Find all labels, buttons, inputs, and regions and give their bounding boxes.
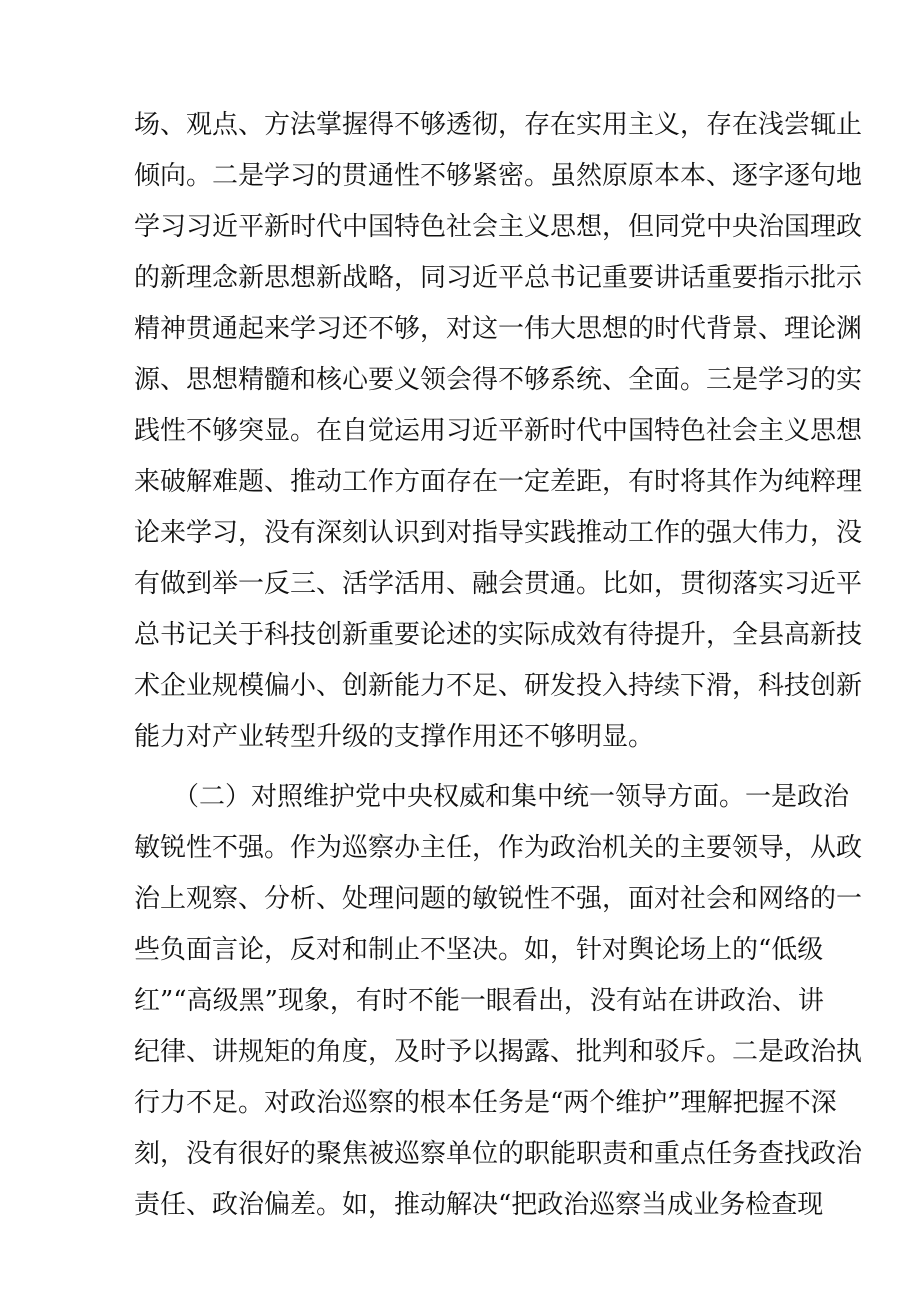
paragraph-spacing bbox=[134, 763, 784, 772]
text-line: 责任、政治偏差。如，推动解决“把政治巡察当成业务检查现 bbox=[134, 1190, 824, 1220]
paragraph-central-authority bbox=[134, 772, 863, 1231]
text-line: 纪律、讲规矩的角度，及时予以揭露、批判和驳斥。二是政治执 bbox=[134, 1037, 863, 1067]
text-line: 些负面言论，反对和制止不坚决。如，针对舆论场上的“低级 bbox=[134, 935, 824, 965]
text-line: 倾向。二是学习的贯通性不够紧密。虽然原原本本、逐字逐句地 bbox=[134, 161, 863, 191]
text-line: 行力不足。对政治巡察的根本任务是“两个维护”理解把握不深 bbox=[134, 1088, 837, 1118]
text-line: 源、思想精髓和核心要义领会得不够系统、全面。三是学习的实 bbox=[134, 365, 863, 395]
text-line: 敏锐性不强。作为巡察办主任，作为政治机关的主要领导，从政 bbox=[134, 833, 863, 863]
text-line: 学习习近平新时代中国特色社会主义思想，但同党中央治国理政 bbox=[134, 212, 863, 242]
text-line: 总书记关于科技创新重要论述的实际成效有待提升，全县高新技 bbox=[134, 620, 863, 650]
text-line: 来破解难题、推动工作方面存在一定差距，有时将其作为纯粹理 bbox=[134, 467, 863, 497]
text-line: 术企业规模偏小、创新能力不足、研发投入持续下滑，科技创新 bbox=[134, 671, 863, 701]
text-line: 刻，没有很好的聚焦被巡察单位的职能职责和重点任务查找政治 bbox=[134, 1139, 863, 1169]
document-body bbox=[134, 100, 863, 1231]
text-line: （二）对照维护党中央权威和集中统一领导方面。一是政治 bbox=[134, 782, 850, 812]
text-line: 精神贯通起来学习还不够，对这一伟大思想的时代背景、理论渊 bbox=[134, 314, 863, 344]
text-line: 践性不够突显。在自觉运用习近平新时代中国特色社会主义思想 bbox=[134, 416, 863, 446]
text-line: 论来学习，没有深刻认识到对指导实践推动工作的强大伟力，没 bbox=[134, 518, 863, 548]
text-line: 场、观点、方法掌握得不够透彻，存在实用主义，存在浅尝辄止 bbox=[134, 110, 863, 140]
text-line: 的新理念新思想新战略，同习近平总书记重要讲话重要指示批示 bbox=[134, 263, 863, 293]
text-line: 红”“高级黑”现象，有时不能一眼看出，没有站在讲政治、讲 bbox=[134, 986, 824, 1016]
text-line: 有做到举一反三、活学活用、融会贯通。比如，贯彻落实习近平 bbox=[134, 569, 863, 599]
text-line: 治上观察、分析、处理问题的敏锐性不强，面对社会和网络的一 bbox=[134, 884, 863, 914]
text-line: 能力对产业转型升级的支撑作用还不够明显。 bbox=[134, 722, 655, 752]
paragraph-study-issues bbox=[134, 100, 863, 763]
